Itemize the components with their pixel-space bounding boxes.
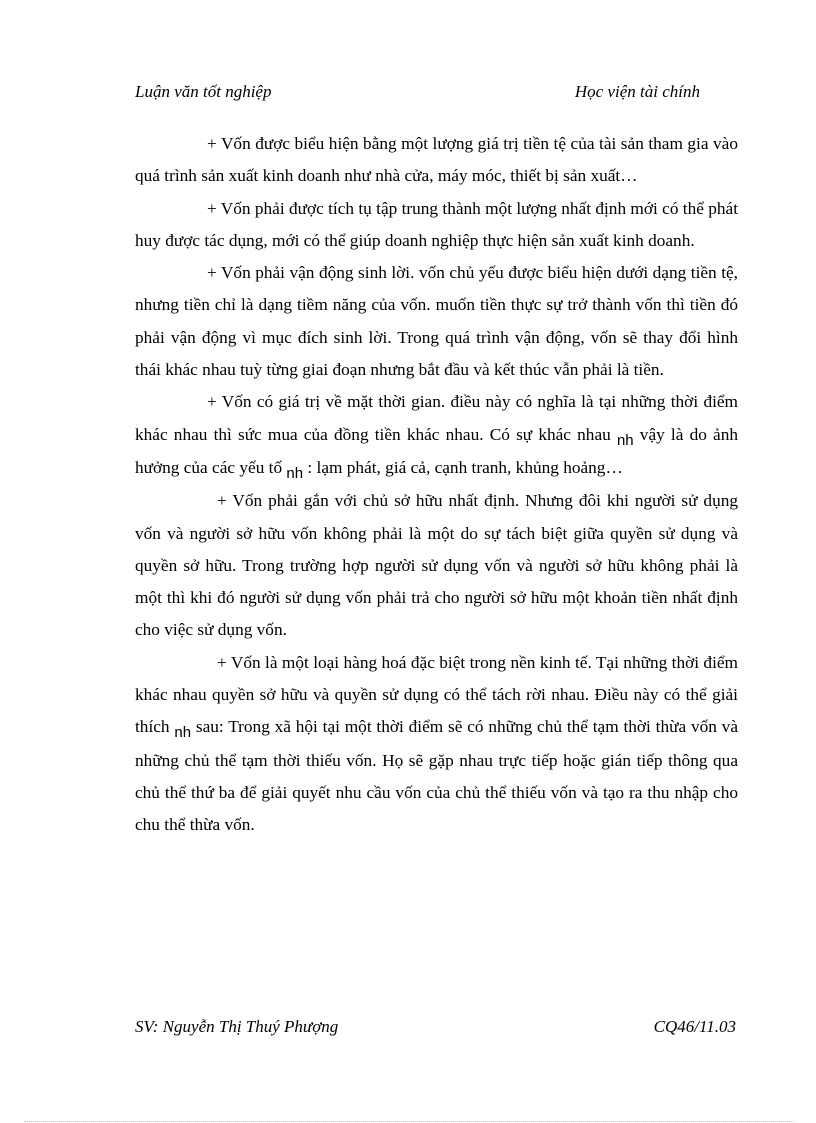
paragraph-4-part-3: : lạm phát, giá cả, cạnh tranh, khủng hoảng… (303, 457, 623, 477)
page-bottom-divider (24, 1121, 794, 1122)
footer-student-name: SV: Nguyễn Thị Thuý Phượng (135, 1017, 339, 1036)
page-footer (135, 1017, 736, 1041)
header-thesis-label: Luận văn tốt nghiệp (135, 82, 272, 101)
paragraph-4-artifact-1: nh (616, 431, 634, 449)
document-body (135, 128, 738, 842)
paragraph-6 (135, 647, 738, 842)
paragraph-6-part-1: + Vốn là một loại hàng hoá đặc biệt trong nền kinh tế. Tại những thời điểm khác nhau quyền sở hữu và quyền sử dụng có thể tách rời nhau. Điều này có thể giải thích (135, 652, 738, 737)
paragraph-6-artifact-1: nh (174, 724, 192, 742)
paragraph-4-part-1: + Vốn có giá trị về mặt thời gian. điều này có nghĩa là tại những thời điểm khác nhau thì sức mua của đồng tiền khác nhau. Có sự khác nhau (135, 392, 738, 444)
paragraph-3: + Vốn phải vận động sinh lời. vốn chủ yếu được biểu hiện dưới dạng tiền tệ, nhưng tiền chỉ là dạng tiềm năng của vốn. muốn tiền thực sự trở thành vốn thì tiền đó phải vận động vì mục đích sinh lời. Trong quá trình vận động, vốn sẽ thay đổi hình thái khác nhau tuỳ từng giai đoạn nhưng bắt đầu và kết thúc vẫn phải là tiền. (135, 263, 738, 380)
paragraph-4-artifact-2: nh (286, 464, 304, 482)
footer-class-code: CQ46/11.03 (653, 1017, 736, 1036)
paragraph-6-part-2: sau: Trong xã hội tại một thời điểm sẽ có những chủ thể tạm thời thừa vốn và những chủ thể tạm thời thiếu vốn. Họ sẽ gặp nhau trực tiếp hoặc gián tiếp thông qua chủ thể thứ ba để giải quyết nhu cầu vốn của chủ thể thiếu vốn và tạo ra thu nhập cho chu thể thừa vốn. (135, 717, 738, 835)
paragraph-4-part-2: vậy là do ảnh hưởng của các yếu tố (135, 424, 738, 477)
paragraph-2: + Vốn phải được tích tụ tập trung thành một lượng nhất định mới có thể phát huy được tác dụng, mới có thể giúp doanh nghiệp thực hiện sản xuất kinh doanh. (135, 198, 738, 250)
paragraph-1: + Vốn được biểu hiện bằng một lượng giá trị tiền tệ của tài sản tham gia vào quá trình sản xuất kinh doanh như nhà cửa, máy móc, thiết bị sản xuất… (135, 134, 738, 186)
paragraph-5: + Vốn phải gắn với chủ sở hữu nhất định. Nhưng đôi khi người sử dụng vốn và người sở hữu vốn không phải là một do sự tách biệt giữa quyền sử dụng và quyền sở hữu. Trong trường hợp người sử dụng vốn và người sở hữu không phải là một thì khi đó người sử dụng vốn phải trả cho người sở hữu một khoản tiền nhất định cho việc sử dụng vốn. (135, 491, 738, 640)
page-header (135, 82, 700, 106)
header-institution-label: Học viện tài chính (574, 82, 700, 101)
paragraph-4 (135, 386, 738, 485)
